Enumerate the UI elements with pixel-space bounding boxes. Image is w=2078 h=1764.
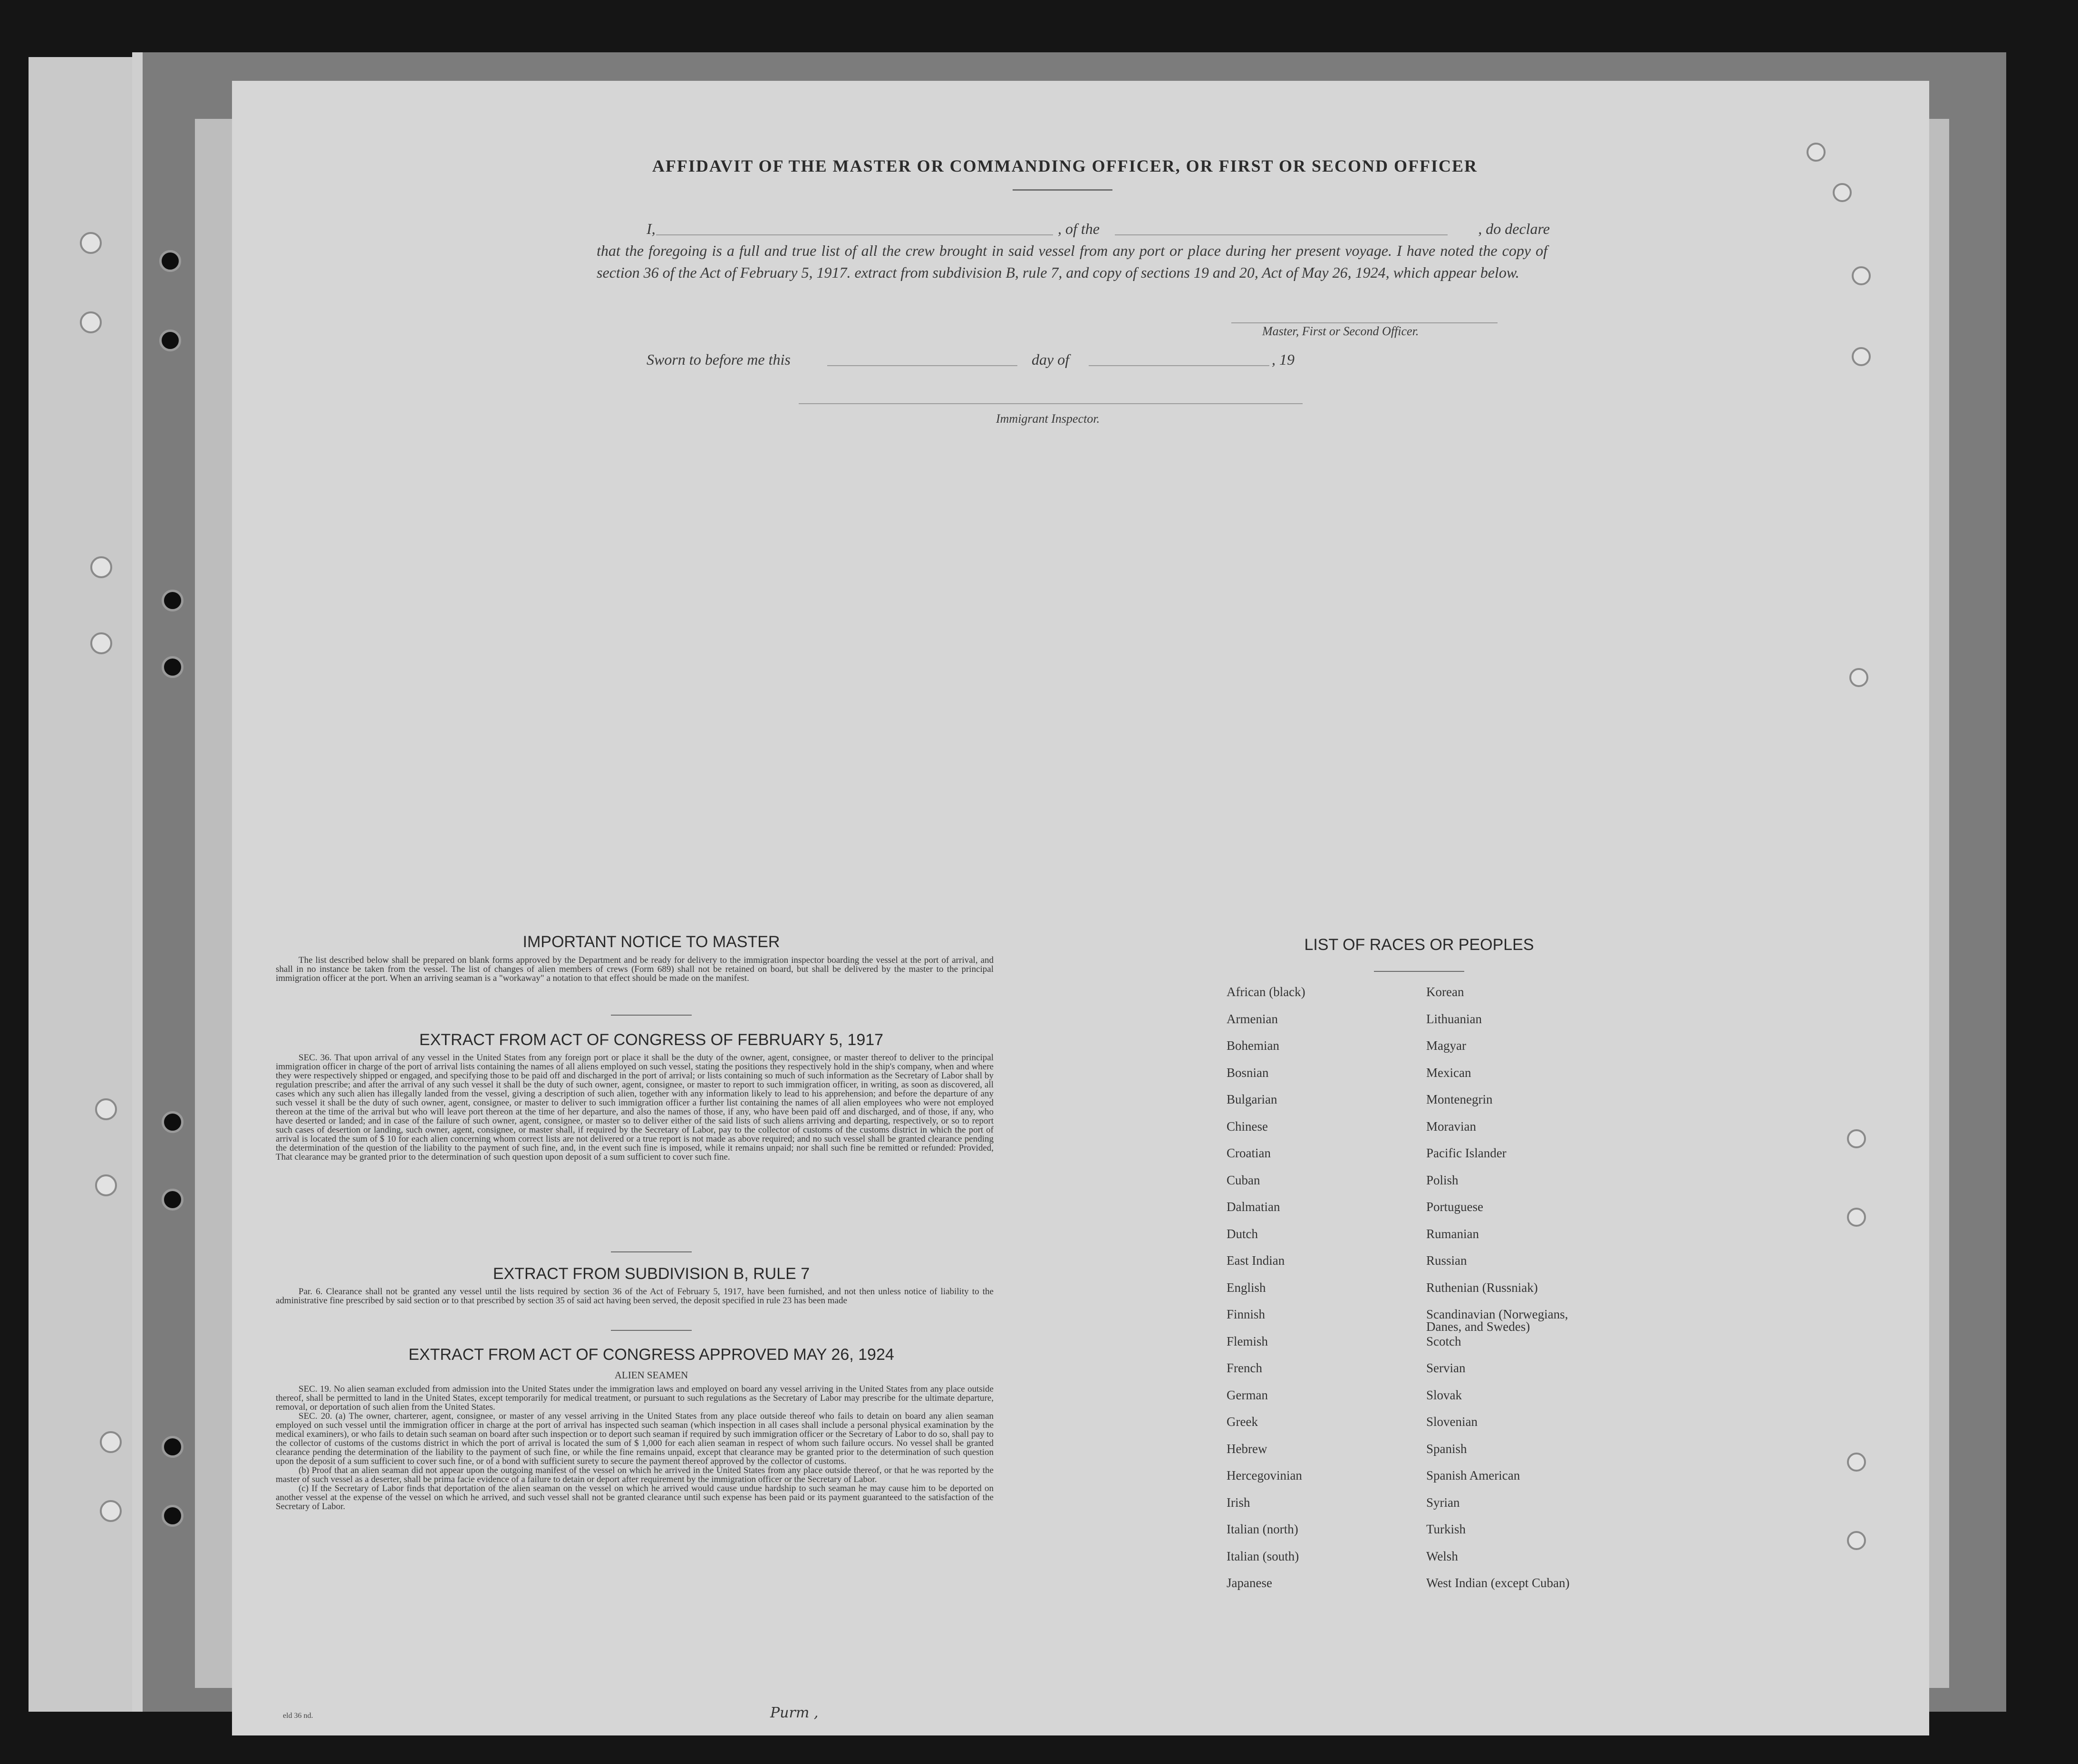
- race-item: Dutch: [1227, 1226, 1258, 1241]
- race-item: Polish: [1426, 1173, 1459, 1187]
- race-item: Moravian: [1426, 1119, 1476, 1134]
- binder-hole: [90, 632, 112, 654]
- binder-hole: [1849, 668, 1868, 687]
- binder-hole: [80, 232, 102, 254]
- race-item: Irish: [1227, 1495, 1250, 1510]
- notice-heading: IMPORTANT NOTICE TO MASTER: [522, 933, 780, 951]
- extract-1924-heading: EXTRACT FROM ACT OF CONGRESS APPROVED MAY 26, 1924: [408, 1346, 894, 1364]
- sworn-day-fill-line[interactable]: [827, 365, 1017, 366]
- sworn-year: , 19: [1272, 351, 1295, 368]
- race-item: Portuguese: [1426, 1200, 1483, 1214]
- section-divider: [611, 1251, 692, 1252]
- race-item: Italian (south): [1227, 1549, 1299, 1563]
- alien-seamen-subheading: ALIEN SEAMEN: [614, 1369, 688, 1381]
- race-item: Japanese: [1227, 1576, 1272, 1590]
- handwritten-note: Purm ,: [770, 1705, 819, 1721]
- title-divider: [1013, 189, 1112, 191]
- race-item: Servian: [1426, 1361, 1466, 1375]
- race-item: Mexican: [1426, 1065, 1471, 1080]
- affidavit-of-the-label: , of the: [1058, 220, 1100, 237]
- master-signature-line[interactable]: [1231, 322, 1498, 323]
- race-item: Bulgarian: [1227, 1092, 1277, 1106]
- extract-rule7-heading: EXTRACT FROM SUBDIVISION B, RULE 7: [493, 1265, 810, 1283]
- race-item: Scotch: [1426, 1334, 1461, 1348]
- affidavit-i-label: I,: [647, 220, 656, 237]
- race-item: Turkish: [1426, 1522, 1466, 1536]
- form-code: eld 36 nd.: [283, 1712, 313, 1720]
- race-item: Scandinavian (Norwegians, Danes, and Swedes): [1426, 1307, 1568, 1334]
- extract-1917-heading: EXTRACT FROM ACT OF CONGRESS OF FEBRUARY 5, 1917: [419, 1031, 884, 1049]
- section-divider: [611, 1330, 692, 1331]
- binder-hole: [95, 1098, 117, 1120]
- race-item: Magyar: [1426, 1038, 1466, 1053]
- race-item: Slovak: [1426, 1387, 1462, 1402]
- sworn-prefix: Sworn to before me this: [647, 351, 791, 368]
- races-heading: LIST OF RACES OR PEOPLES: [1304, 936, 1534, 954]
- affidavit-body: that the foregoing is a full and true list of all the crew brought in said vessel from any port or place during her present voyage. I have noted the copy of section 36 of the Act of February 5, 1917. extract from subdivision B, rule 7, and copy of sections 19 and 20, Act of May 26, 1924, which appear below.: [597, 242, 1547, 281]
- race-item: German: [1227, 1387, 1268, 1402]
- races-list: [1227, 986, 1626, 1604]
- races-divider: [1374, 971, 1464, 972]
- race-item: East Indian: [1227, 1253, 1285, 1268]
- section-divider: [611, 1015, 692, 1016]
- race-item: Slovenian: [1426, 1415, 1478, 1429]
- binder-hole: [90, 556, 112, 578]
- binder-hole: [1852, 266, 1871, 285]
- race-item: Chinese: [1227, 1119, 1268, 1134]
- extract-1924-text: [276, 1385, 994, 1511]
- binder-hole: [1807, 143, 1826, 162]
- race-item: Italian (north): [1227, 1522, 1298, 1536]
- binder-hole: [162, 1189, 184, 1211]
- race-item: Syrian: [1426, 1495, 1460, 1510]
- race-item: Flemish: [1227, 1334, 1268, 1348]
- binder-strip: [132, 52, 143, 1712]
- binder-hole: [80, 311, 102, 333]
- race-item: French: [1227, 1361, 1262, 1375]
- race-item: Spanish American: [1426, 1468, 1520, 1483]
- sworn-day-of: day of: [1032, 351, 1070, 368]
- binder-hole: [159, 250, 181, 272]
- binder-hole: [95, 1174, 117, 1196]
- race-item: Ruthenian (Russniak): [1426, 1280, 1538, 1295]
- binder-hole: [1833, 183, 1852, 202]
- race-item: Cuban: [1227, 1173, 1260, 1187]
- race-item: Hercegovinian: [1227, 1468, 1302, 1483]
- binder-hole: [162, 1111, 184, 1133]
- sec36-paragraph: SEC. 36. That upon arrival of any vessel in the United States from any foreign port or place it shall be the duty of the owner, agent, consignee, or master thereof to deliver to the principal immigration officer in charge of the port of arrival lists containing the names of all aliens employed on such vessel, stating the positions they respectively hold in the ship's company, when and where they were respectively shipped or engaged, and specifying those to be paid off and discharged in the port of arrival; or lists containing so much of such information as the Secretary of Labor shall by regulation prescribe; and after the arrival of any such vessel it shall be the duty of such owner, agent, consignee, or master to report to such immigration officer, in writing, as soon as discovered, all cases which any such alien has illegally landed from the vessel, giving a description of such alien, together with any information likely to lead to his apprehension; and before the departure of any such vessel it shall be the duty of such owner, agent, consignee, or master to deliver to such immigration officer a further list containing the names of all alien employees who were not employed thereon at the time of the arrival but who will leave port thereon at the time of her departure, and also the names of those, if any, who have been paid off and discharged, and of those, if any, who have deserted or landed; and in case of the failure of such owner, agent, consignee, or master so to deliver either of the said lists of such aliens arriving and departing, respectively, or so to report such cases of desertion or landing, such owner, agent, consignee, or master shall, if required by the Secretary of Labor, pay to the collector of customs of the customs district in which the port of arrival is located the sum of $ 10 for each alien concerning whom correct lists are not delivered or a true report is not made as above required; and no such vessel shall be granted clearance pending the determination of the question of the liability to the payment of such fine, and, in the event such fine is imposed, while it remains unpaid; nor shall such fine be remitted or refunded: Provided, That clearance may be granted prior to the determination of such question upon deposit of a sum sufficient to cover such fine.: [276, 1053, 994, 1162]
- binder-hole: [162, 656, 184, 678]
- binder-hole: [162, 1505, 184, 1527]
- race-item: West Indian (except Cuban): [1426, 1576, 1570, 1590]
- sec20c-paragraph: (c) If the Secretary of Labor finds that deportation of the alien seaman on the vessel on which he arrived would cause undue hardship to such seaman he may cause him to be deported on another vessel at the expense of the vessel on which he arrived, and such vessel shall not be granted clearance until such expense has been paid or its payment guaranteed to the satisfaction of the Secretary of Labor.: [276, 1483, 994, 1512]
- race-item: Korean: [1426, 985, 1464, 999]
- extract-rule7-text: [276, 1287, 994, 1305]
- race-item: Russian: [1426, 1253, 1467, 1268]
- binder-hole: [159, 330, 181, 351]
- binder-hole: [1852, 347, 1871, 366]
- inspector-signature-line[interactable]: [799, 403, 1303, 404]
- race-item: Croatian: [1227, 1146, 1271, 1160]
- inspector-caption: Immigrant Inspector.: [996, 412, 1100, 426]
- race-item: Lithuanian: [1426, 1011, 1482, 1026]
- race-item: Armenian: [1227, 1011, 1278, 1026]
- race-item: Spanish: [1426, 1441, 1467, 1456]
- race-item: Welsh: [1426, 1549, 1458, 1563]
- race-item: Rumanian: [1426, 1226, 1479, 1241]
- affidavit-title: AFFIDAVIT OF THE MASTER OR COMMANDING OFFICER, OR FIRST OR SECOND OFFICER: [652, 156, 1478, 175]
- sec20a-paragraph: SEC. 20. (a) The owner, charterer, agent, consignee, or master of any vessel arriving in the United States from any place outside thereof who fails to detain on board any alien seaman employed on such vessel until the immigration officer in charge at the port of arrival has inspected such seaman (which inspection in all cases shall include a personal physical examination by the medical examiners), or who fails to detain such seaman on board after such inspection or to deport such seaman if required by such immigration officer or the Secretary of Labor to do so, shall pay to the collector of customs of the customs district in which the port of arrival is located the sum of $ 1,000 for each alien seaman in respect of whom such failure occurs. No vessel shall be granted clearance pending the determination of the liability to the payment of such fine, or while the fine remains unpaid, except that clearance may be granted prior to the determination of such question upon the deposit of a sum sufficient to cover such fine, or of a bond with sufficient surety to secure the payment thereof approved by the collector of customs.: [276, 1411, 994, 1466]
- race-item: Bohemian: [1227, 1038, 1279, 1053]
- name-fill-line[interactable]: [656, 234, 1053, 235]
- binder-hole: [100, 1431, 122, 1453]
- race-item: African (black): [1227, 985, 1305, 999]
- sec20b-paragraph: (b) Proof that an alien seaman did not appear upon the outgoing manifest of the vessel on which he arrived in the United States from any place outside thereof, or that he was reported by the master of such vessel as a deserter, shall be prima facie evidence of a failure to detain or deport after requirement by the immigration officer or the Secretary of Labor.: [276, 1465, 994, 1484]
- race-item: English: [1227, 1280, 1266, 1295]
- race-item: Hebrew: [1227, 1441, 1267, 1456]
- notice-paragraph: The list described below shall be prepared on blank forms approved by the Department and be ready for delivery to the immigration inspector boarding the vessel at the port of arrival, and shall in no instance be taken from the vessel. The list of changes of alien members of crews (Form 689) shall not be retained on board, but shall be delivered by the master to the principal immigration officer at the port. When an arriving seaman is a "workaway" a notation to that effect should be made on the manifest.: [276, 955, 994, 983]
- extract-1917-text: [276, 1053, 994, 1162]
- race-item: Bosnian: [1227, 1065, 1269, 1080]
- sec19-paragraph: SEC. 19. No alien seaman excluded from admission into the United States under the immigration laws and employed on board any vessel arriving in the United States from any place outside thereof, shall be permitted to land in the United States, except temporarily for medical treatment, or pursuant to such regulations as the Secretary of Labor may prescribe for the ultimate departure, removal, or deportation of such alien from the United States.: [276, 1384, 994, 1412]
- vessel-fill-line[interactable]: [1115, 234, 1448, 235]
- race-item: Montenegrin: [1426, 1092, 1493, 1106]
- race-item: Dalmatian: [1227, 1200, 1280, 1214]
- affidavit-do-declare-label: , do declare: [1478, 220, 1550, 237]
- par6-paragraph: Par. 6. Clearance shall not be granted any vessel until the lists required by section 36 of the Act of February 5, 1917, have been furnished, and not then unless notice of liability to the administrative fine prescribed by said section or to that prescribed by section 35 of said act having been served, the deposit specified in rule 23 has been made: [276, 1287, 994, 1306]
- binder-hole: [1847, 1208, 1866, 1227]
- notice-text: [276, 956, 994, 983]
- sworn-month-fill-line[interactable]: [1089, 365, 1269, 366]
- race-item: Finnish: [1227, 1307, 1266, 1321]
- binder-hole: [162, 590, 184, 611]
- binder-hole: [1847, 1453, 1866, 1472]
- race-item: Pacific Islander: [1426, 1146, 1507, 1160]
- master-caption: Master, First or Second Officer.: [1262, 324, 1419, 338]
- binder-hole: [100, 1500, 122, 1522]
- left-margin-sheet: [29, 57, 140, 1712]
- binder-hole: [1847, 1129, 1866, 1148]
- binder-hole: [162, 1436, 184, 1458]
- race-item: Greek: [1227, 1415, 1258, 1429]
- binder-hole: [1847, 1531, 1866, 1550]
